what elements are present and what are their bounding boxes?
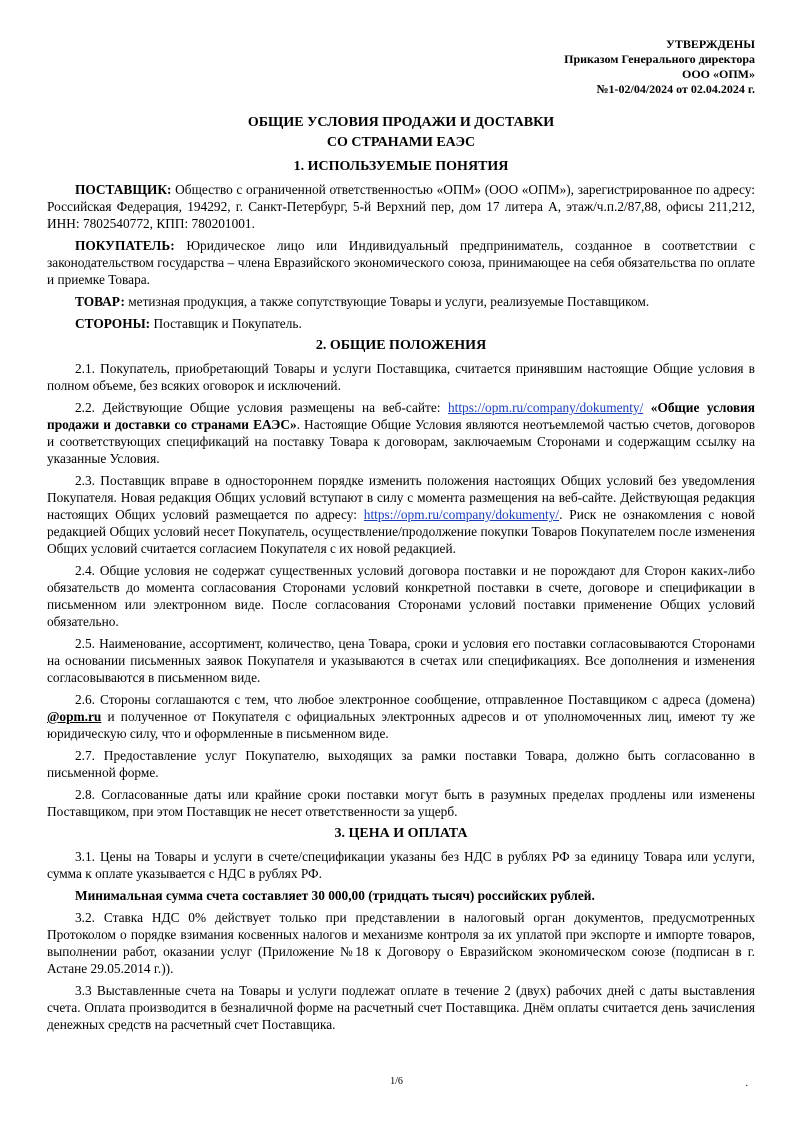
- term-buyer: ПОКУПАТЕЛЬ:: [75, 238, 175, 253]
- clause-2-4: 2.4. Общие условия не содержат существенных условий договора поставки и не порождают для Сторон каких-либо обязательств до момента согласования Сторонами условий конкретной поставки в счете, договоре и спецификации в письменном или электронном виде. После согласования Сторонами условий поставки применение Общих условий обязательно.: [47, 563, 755, 629]
- term-supplier: ПОСТАВЩИК:: [75, 182, 172, 197]
- minimum-sum-note: [47, 887, 755, 904]
- page-number: 1/6: [390, 1076, 403, 1087]
- email-domain: @opm.ru: [47, 709, 102, 724]
- clause-2-8: 2.8. Согласованные даты или крайние сроки поставки могут быть в разумных пределах продлены или изменены Поставщиком, при этом Поставщик не несет ответственности за ущерб.: [47, 787, 755, 819]
- definition-supplier-text: Общество с ограниченной ответственностью «ОПМ» (ООО «ОПМ»), зарегистрированное по адресу: Российская Федерация, 194292, г. Санкт-Петербург, 5-й Верхний пер, дом 17 литера А, этаж/ч.п.2/87,88, офисы 211,212, ИНН: 7802540772, КПП: 780201001.: [47, 182, 755, 231]
- section-2-heading: 2. ОБЩИЕ ПОЛОЖЕНИЯ: [315, 338, 487, 353]
- conditions-title: «Общие условия продажи и доставки со странами ЕАЭС»: [47, 400, 755, 432]
- approval-block: [564, 37, 755, 97]
- footer-dot: .: [745, 1078, 748, 1089]
- definition-goods: [47, 293, 755, 310]
- section-3-heading: 3. ЦЕНА И ОПЛАТА: [334, 826, 468, 841]
- clause-3-2: 3.2. Ставка НДС 0% действует только при представлении в налоговый орган документов, предусмотренных Протоколом о порядке взимания косвенных налогов и механизме контроля за их уплатой при экспорте и импорте товаров, выполнении работ, оказании услуг (Приложение №18 к Договору о Евразийском экономическом союзе (подписан в г. Астане 29.05.2014 г.)).: [47, 910, 755, 976]
- clause-2-6-text-a: 2.6. Стороны соглашаются с тем, что любое электронное сообщение, отправленное Поставщиком с адреса (домена): [75, 692, 755, 707]
- document-title: [47, 113, 755, 153]
- approval-line-2: Приказом Генерального директора: [564, 52, 755, 66]
- clause-2-2-text-b: . Настоящие Общие Условия являются неотъемлемой частью счетов, договоров и соответствующих спецификаций на поставку Товара к договорам, заключаемым Сторонами и содержащим ссылку на указанные Условия.: [47, 417, 756, 466]
- documents-link[interactable]: https://opm.ru/company/dokumenty/: [363, 507, 560, 522]
- definition-buyer: [47, 237, 755, 288]
- definition-buyer-text: Юридическое лицо или Индивидуальный предприниматель, созданное в соответствии с законодательством государства – члена Евразийского экономического союза, принимающее на себя обязательства по оплате и приемке Товара.: [47, 238, 755, 287]
- clause-3-3: 3.3 Выставленные счета на Товары и услуги подлежат оплате в течение 2 (двух) рабочих дней с даты выставления счета. Оплата производится в безналичной форме на расчетный счет Поставщика. Днём оплаты считается день зачисления денежных средств на расчетный счет Поставщика.: [47, 983, 755, 1032]
- definition-goods-text: метизная продукция, а также сопутствующие Товары и услуги, реализуемые Поставщиком.: [124, 294, 650, 309]
- title-line-2: СО СТРАНАМИ ЕАЭС: [326, 135, 476, 150]
- clause-2-3: [47, 472, 755, 557]
- clause-2-7: 2.7. Предоставление услуг Покупателю, выходящих за рамки поставки Товара, должно быть согласованно в письменной форме.: [47, 748, 755, 780]
- clause-2-2-text-a: 2.2. Действующие Общие условия размещены на веб-сайте:: [75, 400, 448, 415]
- clause-2-2: [47, 399, 755, 467]
- term-goods: ТОВАР:: [75, 294, 125, 309]
- approval-line-3: ООО «ОПМ»: [682, 67, 755, 81]
- clause-2-6: [47, 691, 755, 742]
- definition-supplier: [47, 181, 755, 232]
- document-body: [47, 113, 755, 1038]
- clause-2-3-text-a: 2.3. Поставщик вправе в одностороннем порядке изменить положения настоящих Общих условий без уведомления Покупателя. Новая редакция Общих условий вступают в силу с момента размещения на веб-сайте. Действующая редакция настоящих Общих условий размещается по адресу:: [47, 473, 755, 522]
- definition-parties-text: Поставщик и Покупатель.: [150, 316, 302, 331]
- approval-line-4: №1-02/04/2024 от 02.04.2024 г.: [596, 82, 755, 96]
- minimum-sum-text: Минимальная сумма счета составляет 30 000,00 (тридцать тысяч) российских рублей.: [75, 888, 595, 903]
- term-parties: СТОРОНЫ:: [75, 316, 151, 331]
- title-line-1: ОБЩИЕ УСЛОВИЯ ПРОДАЖИ И ДОСТАВКИ: [247, 115, 555, 130]
- approval-line-1: УТВЕРЖДЕНЫ: [666, 37, 755, 51]
- definition-parties: [47, 315, 755, 332]
- clause-3-1: 3.1. Цены на Товары и услуги в счете/спецификации указаны без НДС в рублях РФ за единицу Товара или услуги, сумма к оплате указывается с НДС в рублях РФ.: [47, 849, 755, 881]
- clause-2-6-text-b: и полученное от Покупателя с официальных электронных адресов и от уполномоченных лиц, имеют ту же юридическую силу, что и оформленные в письменном виде.: [47, 709, 755, 741]
- section-1-heading: 1. ИСПОЛЬЗУЕМЫЕ ПОНЯТИЯ: [293, 159, 509, 174]
- clause-2-5: 2.5. Наименование, ассортимент, количество, цена Товара, сроки и условия его поставки согласовываются Сторонами на основании письменных заявок Покупателя и указываются в счетах или спецификациях. Все дополнения и изменения согласовываются в письменном виде.: [47, 636, 755, 685]
- clause-2-3-text-b: . Риск не ознакомления с новой редакцией Общих условий несет Покупатель, осуществление/продолжение покупки Товаров Покупателем после изменения Общих условий считается согласием Покупателя с их новой редакцией.: [47, 507, 755, 556]
- clause-2-1: 2.1. Покупатель, приобретающий Товары и услуги Поставщика, считается принявшим настоящие Общие условия в полном объеме, без всяких оговорок и исключений.: [47, 361, 755, 393]
- conditions-link[interactable]: https://opm.ru/company/dokumenty/: [447, 400, 644, 415]
